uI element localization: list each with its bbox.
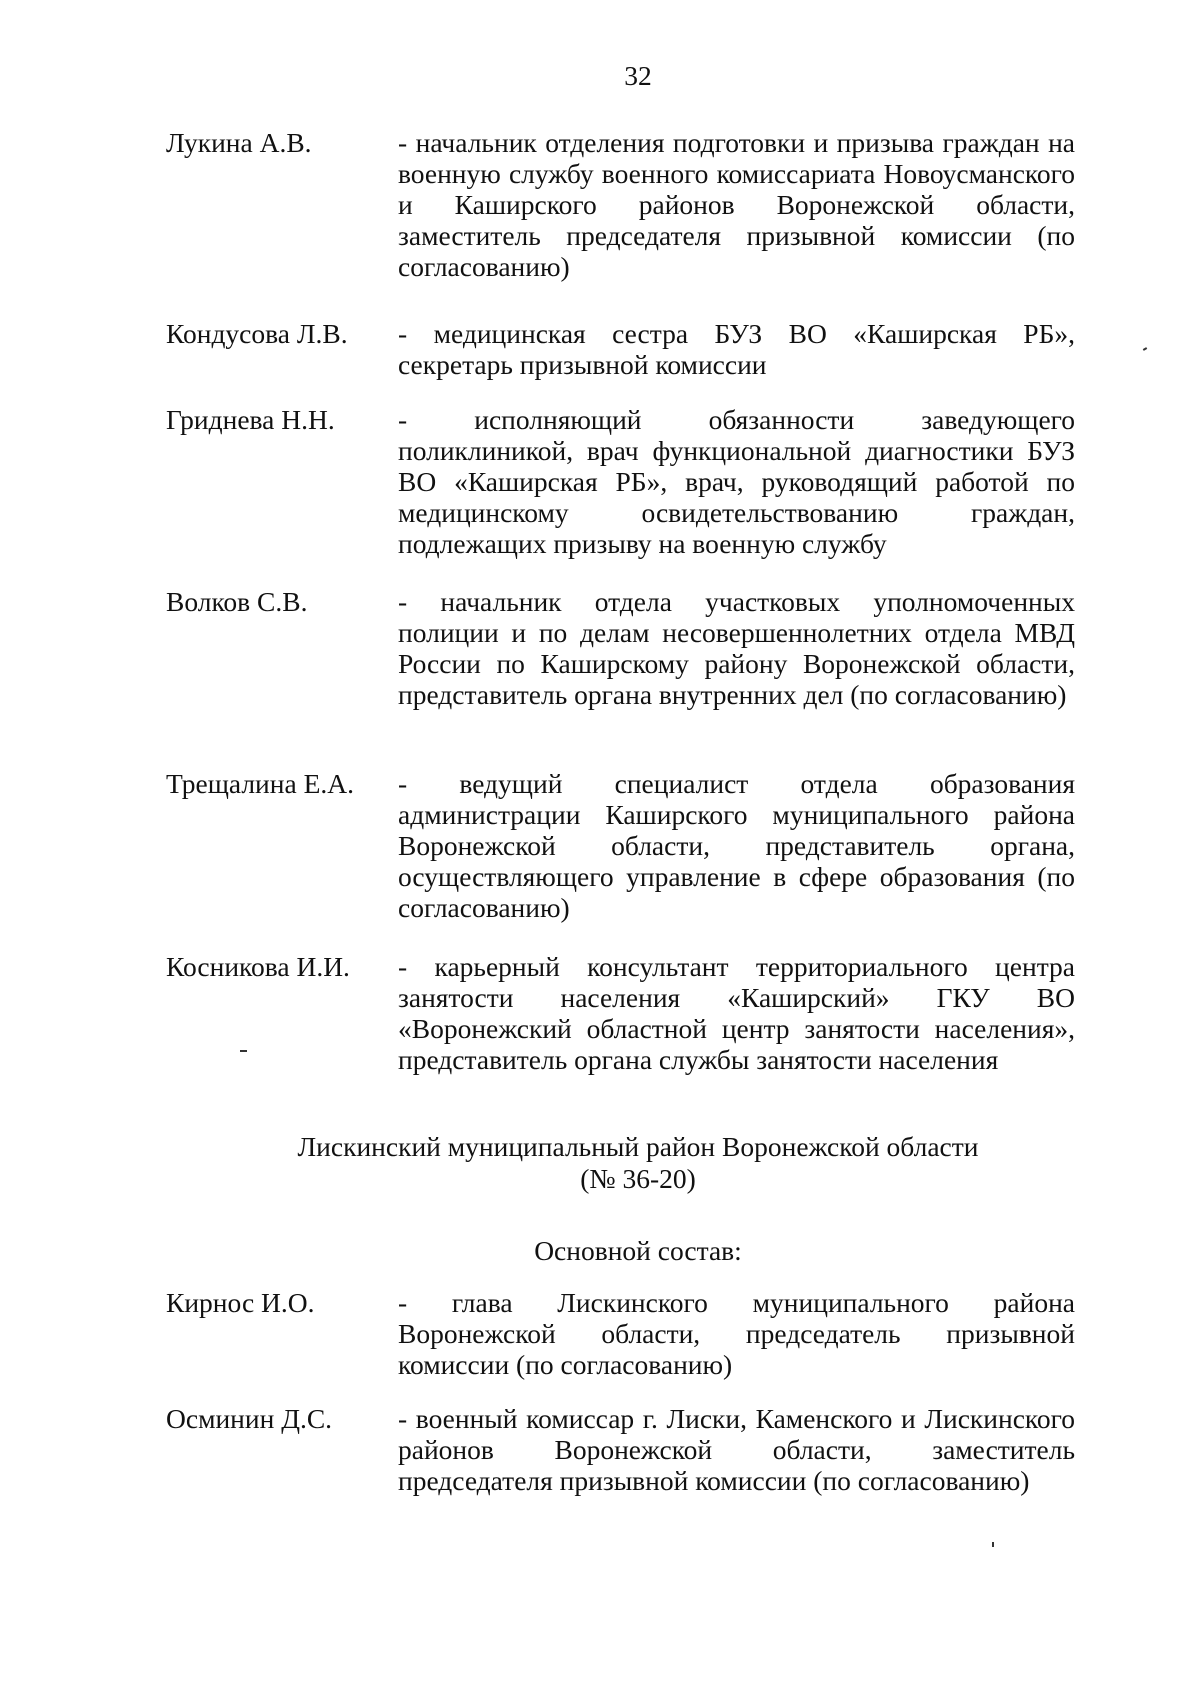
scan-speck [1143,347,1147,351]
section-number: (№ 36-20) [580,1163,696,1194]
member-description: - карьерный консультант территориального центра занятости населения «Каширский» ГКУ ВО «Воронежский областной центр занятости населения», представитель органа службы занятости населения [398,951,1075,1075]
member-name: Косникова И.И. [166,951,350,982]
member-description: - ведущий специалист отдела образования администрации Каширского муниципального района Воронежской области, представитель органа, осуществляющего управление в сфере образования (по согласованию) [398,768,1075,923]
member-name: Волков С.В. [166,586,308,617]
member-name: Кирнос И.О. [166,1287,315,1318]
member-description: - исполняющий обязанности заведующего поликлиникой, врач функциональной диагностики БУЗ ВО «Каширская РБ», врач, руководящий работой по медицинскому освидетельствованию граждан, подлежащих призыву на военную службу [398,404,1075,559]
section-title: Лискинский муниципальный район Воронежской области [297,1131,979,1162]
scan-speck [992,1542,994,1547]
page-number: 32 [624,60,652,91]
member-name: Осминин Д.С. [166,1403,333,1434]
member-description: - начальник отделения подготовки и призыва граждан на военную службу военного комиссариата Новоусманского и Каширского районов Воронежской области, заместитель председателя призывной комиссии (по согласованию) [398,127,1075,282]
section-subtitle: Основной состав: [534,1235,742,1266]
member-name: Лукина А.В. [166,127,312,158]
member-description: - глава Лискинского муниципального района Воронежской области, председатель призывной комиссии (по согласованию) [398,1287,1075,1380]
member-name: Кондусова Л.В. [166,318,348,349]
member-description: - медицинская сестра БУЗ ВО «Каширская РБ», секретарь призывной комиссии [398,318,1075,380]
member-name: Трещалина Е.А. [166,768,354,799]
member-description: - начальник отдела участковых уполномоченных полиции и по делам несовершеннолетних отдела МВД России по Каширскому району Воронежской области, представитель органа внутренних дел (по согласованию) [398,586,1075,710]
member-name: Гриднева Н.Н. [166,404,335,435]
member-description: - военный комиссар г. Лиски, Каменского и Лискинского районов Воронежской области, заместитель председателя призывной комиссии (по согласованию) [398,1403,1075,1496]
scan-speck [240,1050,247,1052]
